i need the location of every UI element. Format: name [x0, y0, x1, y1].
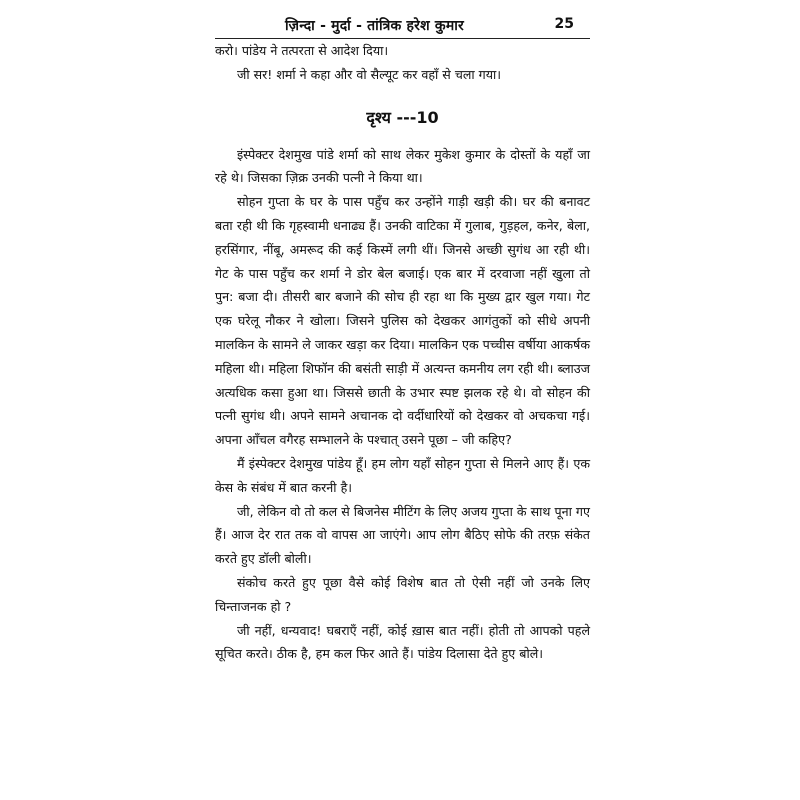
body-paragraph: मैं इंस्पेक्टर देशमुख पांडेय हूँ। हम लोग यहाँ सोहन गुप्ता से मिलने आए हैं। एक केस के संबंध में बात करनी है। [215, 455, 590, 495]
body-paragraph: इंस्पेक्टर देशमुख पांडे शर्मा को साथ लेकर मुकेश कुमार के दोस्तों के यहाँ जा रहे थे। जिसका ज़िक्र उनकी पत्नी ने किया था। [215, 146, 590, 186]
scene-heading: दृश्य ---10 [366, 107, 439, 127]
running-title: ज़िन्दा - मुर्दा - तांत्रिक हरेश कुमार [285, 18, 464, 34]
body-paragraph: करो। पांडेय ने तत्परता से आदेश दिया। [215, 43, 389, 58]
book-page [215, 14, 590, 794]
page-number: 25 [554, 16, 574, 32]
running-header [215, 14, 590, 39]
body-paragraph: संकोच करते हुए पूछा वैसे कोई विशेष बात तो ऐसी नहीं जो उनके लिए चिन्ताजनक हो ? [215, 574, 590, 614]
body-paragraph: सोहन गुप्ता के घर के पास पहुँच कर उन्होंने गाड़ी खड़ी की। घर की बनावट बता रही थी कि गृहस्वामी धनाढ्य हैं। उनकी वाटिका में गुलाब, गुड़हल, कनेर, बेला, हरसिंगार, नींबू, अमरूद की कई किस्में लगी थीं। जिनसे अच्छी सुगंध आ रही थी। गेट के पास पहुँच कर शर्मा ने डोर बेल बजाई। एक बार में दरवाजा नहीं खुला तो पुन: बजा दी। तीसरी बार बजाने की सोच ही रहा था कि मुख्य द्वार खुल गया। गेट एक घरेलू नौकर ने खोला। जिसने पुलिस को देखकर आगंतुकों को सीधे अपनी मालकिन के सामने ले जाकर खड़ा कर दिया। मालकिन एक पच्चीस वर्षीया आकर्षक महिला थी। महिला शिफॉन की बसंती साड़ी में अत्यन्त कमनीय लग रही थी। ब्लाउज अत्यधिक कसा हुआ था। जिससे छाती के उभार स्पष्ट झलक रहे थे। वो सोहन की पत्नी सुगंध थी। अपने सामने अचानक दो वर्दीधारियों को देखकर वो अचकचा गई। अपना आँचल वगैरह सम्भालने के पश्चात् उसने पूछा – जी कहिए? [215, 194, 590, 448]
body-paragraph: जी, लेकिन वो तो कल से बिजनेस मीटिंग के लिए अजय गुप्ता के साथ पूना गए हैं। आज देर रात तक वो वापस आ जाएंगे। आप लोग बैठिए सोफे की तरफ़ संकेत करते हुए डॉली बोली। [215, 503, 590, 567]
page-body [215, 39, 590, 666]
body-paragraph: जी नहीं, धन्यवाद! घबराएँ नहीं, कोई ख़ास बात नहीं। होती तो आपको पहले सूचित करते। ठीक है, हम कल फिर आते हैं। पांडेय दिलासा देते हुए बोले। [215, 622, 590, 662]
body-paragraph: जी सर! शर्मा ने कहा और वो सैल्यूट कर वहाँ से चला गया। [237, 66, 502, 82]
